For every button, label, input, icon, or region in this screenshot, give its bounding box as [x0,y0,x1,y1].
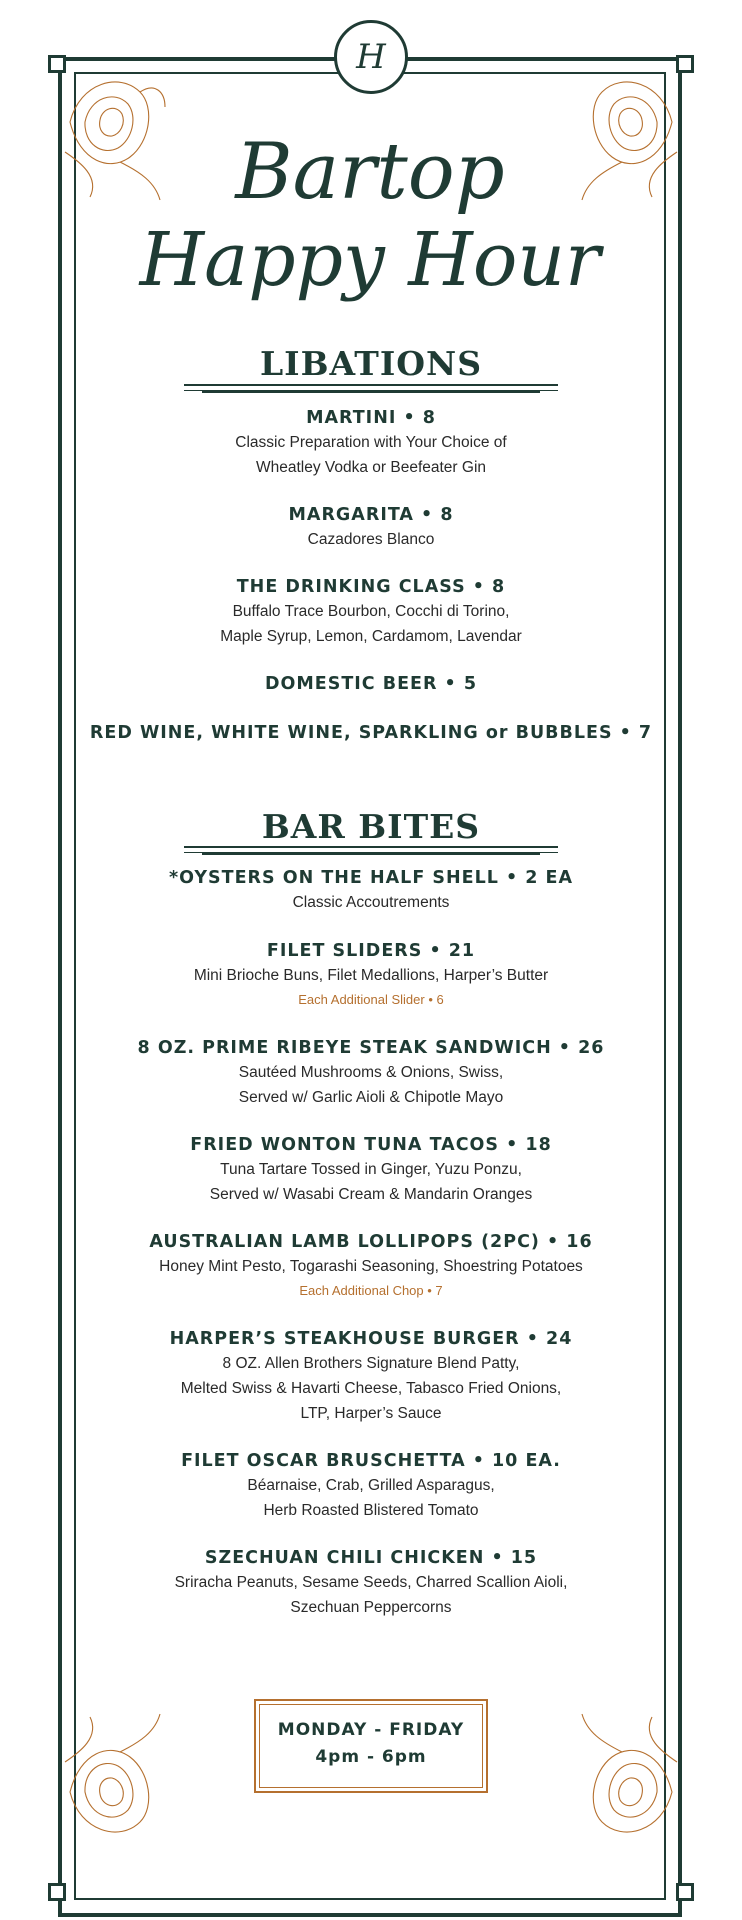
item-title: FRIED WONTON TUNA TACOS • 18 [190,1135,552,1155]
item-desc: Herb Roasted Blistered Tomato [263,1502,479,1519]
section-heading-libations: LIBATIONS [259,344,483,383]
menu-item [0,1327,742,1426]
menu-item [0,575,742,649]
menu-item [0,503,742,552]
section-rule [202,853,540,855]
section-rule [184,846,558,853]
item-desc: Melted Swiss & Havarti Cheese, Tabasco Fried Onions, [180,1380,562,1397]
item-title: FILET SLIDERS • 21 [266,941,476,961]
item-title: DOMESTIC BEER • 5 [264,674,478,694]
corner-ornament-bottom-left [48,1883,66,1901]
menu-item [0,1449,742,1523]
item-desc: LTP, Harper’s Sauce [300,1405,442,1422]
menu-item [0,1133,742,1207]
monogram-logo: H [334,20,408,94]
item-title: THE DRINKING CLASS • 8 [236,577,506,597]
item-desc: Served w/ Wasabi Cream & Mandarin Oranges [209,1186,533,1203]
item-title: *OYSTERS ON THE HALF SHELL • 2 EA [168,868,574,888]
title-script [120,120,620,320]
menu-item [0,866,742,915]
item-desc: Mini Brioche Buns, Filet Medallions, Harper’s Butter [193,967,549,984]
item-desc: Sautéed Mushrooms & Onions, Swiss, [238,1064,504,1081]
item-desc: Served w/ Garlic Aioli & Chipotle Mayo [238,1089,504,1106]
item-title: SZECHUAN CHILI CHICKEN • 15 [204,1548,538,1568]
item-desc: Classic Preparation with Your Choice of [235,434,507,451]
menu-item [0,1230,742,1303]
item-title: HARPER’S STEAKHOUSE BURGER • 24 [169,1329,573,1349]
menu-item [0,1036,742,1110]
title-line-2: Happy Hour [139,217,601,303]
menu-item [0,1546,742,1620]
item-addon-price: Each Additional Slider • 6 [298,992,444,1007]
hours-text [254,1717,488,1771]
menu-item [0,939,742,1012]
item-desc: Wheatley Vodka or Beefeater Gin [255,459,487,476]
corner-ornament-bottom-right [676,1883,694,1901]
menu-item [0,721,742,745]
item-desc: Tuna Tartare Tossed in Ginger, Yuzu Ponzu, [220,1161,522,1178]
item-desc: Buffalo Trace Bourbon, Cocchi di Torino, [232,603,510,620]
item-desc: Classic Accoutrements [292,894,450,911]
item-title: AUSTRALIAN LAMB LOLLIPOPS (2PC) • 16 [149,1232,593,1252]
item-desc: 8 OZ. Allen Brothers Signature Blend Patty, [222,1355,520,1372]
item-addon-price: Each Additional Chop • 7 [299,1283,443,1298]
section-rule [202,391,540,393]
section-heading-bar-bites: BAR BITES [261,807,481,846]
item-desc: Béarnaise, Crab, Grilled Asparagus, [247,1477,495,1494]
menu-item [0,672,742,696]
item-title: MARTINI • 8 [306,408,436,428]
item-title: MARGARITA • 8 [288,505,454,525]
item-title: RED WINE, WHITE WINE, SPARKLING or BUBBLES • 7 [89,723,653,743]
item-desc: Sriracha Peanuts, Sesame Seeds, Charred Scallion Aioli, [174,1574,568,1591]
title-line-1: Bartop [235,127,505,217]
item-title: 8 OZ. PRIME RIBEYE STEAK SANDWICH • 26 [137,1038,605,1058]
hours-time: 4pm - 6pm [315,1747,427,1767]
item-desc: Maple Syrup, Lemon, Cardamom, Lavendar [220,628,522,645]
flower-icon [572,1712,682,1852]
item-desc: Honey Mint Pesto, Togarashi Seasoning, Shoestring Potatoes [159,1258,583,1275]
item-desc: Cazadores Blanco [307,531,435,548]
item-desc: Szechuan Peppercorns [290,1599,452,1616]
section-rule [184,384,558,391]
item-title: FILET OSCAR BRUSCHETTA • 10 EA. [181,1451,561,1471]
menu-item [0,406,742,480]
hours-days: MONDAY - FRIDAY [277,1720,465,1740]
flower-icon [60,1712,170,1852]
